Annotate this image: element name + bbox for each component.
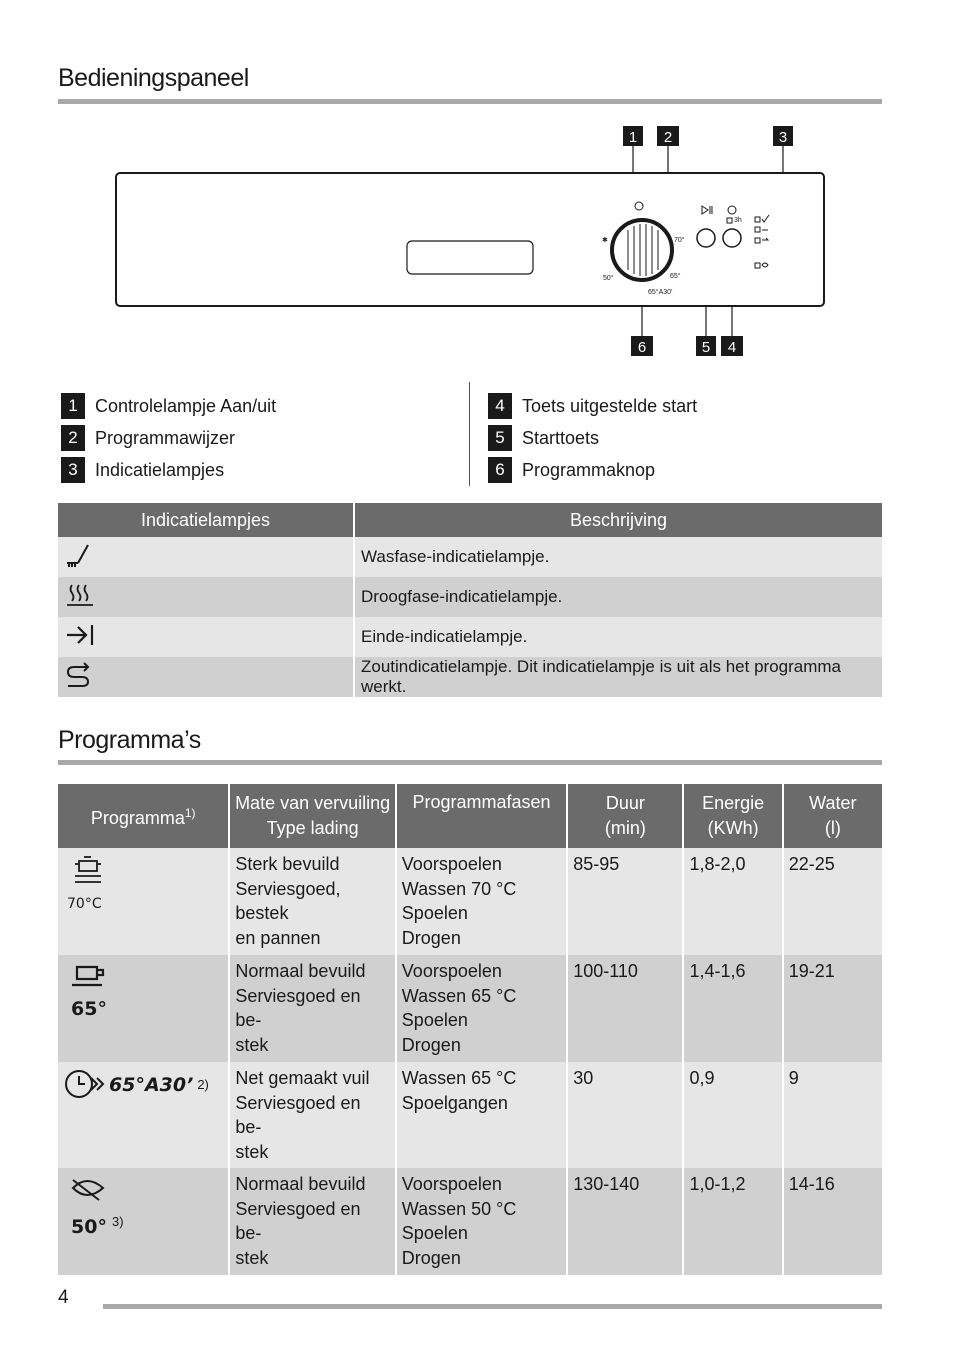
legend-number: 1 bbox=[61, 393, 85, 419]
energy-cell: 0,9 bbox=[684, 1062, 781, 1168]
table-header: Programmafasen bbox=[397, 784, 566, 848]
svg-text:5: 5 bbox=[701, 339, 711, 356]
svg-text:4: 4 bbox=[727, 339, 737, 356]
legend-right bbox=[488, 390, 697, 486]
table-row bbox=[58, 848, 882, 955]
program-temp: 50° bbox=[71, 1216, 107, 1238]
legend-label: Starttoets bbox=[522, 427, 600, 448]
phases-cell: Voorspoelen Wassen 70 °C Spoelen Drogen bbox=[397, 848, 566, 955]
intensive-pot-icon bbox=[71, 854, 105, 888]
water-cell: 22-25 bbox=[784, 848, 882, 955]
duration-cell: 30 bbox=[568, 1062, 682, 1168]
soil-cell: Net gemaakt vuil Serviesgoed en be- stek bbox=[230, 1062, 394, 1168]
phases-cell: Voorspoelen Wassen 50 °C Spoelen Drogen bbox=[397, 1168, 566, 1275]
table-row bbox=[58, 1062, 882, 1168]
indicator-table bbox=[56, 503, 884, 697]
legend-item bbox=[61, 454, 276, 486]
table-header: Mate van vervuiling Type lading bbox=[230, 784, 394, 848]
programs-table bbox=[56, 784, 884, 1275]
indicator-description: Zoutindicatielampje. Dit indicatielampje is uit als het programma werkt. bbox=[355, 657, 882, 697]
indicator-description: Einde-indicatielampje. bbox=[355, 617, 882, 657]
indicator-description: Droogfase-indicatielampje. bbox=[355, 577, 882, 617]
soil-cell: Normaal bevuild Serviesgoed en be- stek bbox=[230, 1168, 394, 1275]
water-cell: 19-21 bbox=[784, 955, 882, 1062]
table-header: Water (l) bbox=[784, 784, 882, 848]
callout-3 bbox=[773, 126, 793, 146]
indicator-description: Wasfase-indicatielampje. bbox=[355, 537, 882, 577]
energy-cell: 1,4-1,6 bbox=[684, 955, 781, 1062]
duration-cell: 100-110 bbox=[568, 955, 682, 1062]
footnote-marker: 3) bbox=[111, 1214, 124, 1229]
panel-body bbox=[116, 173, 824, 306]
table-row bbox=[58, 1168, 882, 1275]
water-cell: 9 bbox=[784, 1062, 882, 1168]
table-row bbox=[58, 955, 882, 1062]
table-row bbox=[58, 617, 882, 657]
program-temp: 65°A30’ bbox=[109, 1073, 194, 1096]
soil-cell: Normaal bevuild Serviesgoed en be- stek bbox=[230, 955, 394, 1062]
callout-6 bbox=[631, 336, 653, 356]
legend-item bbox=[488, 422, 697, 454]
legend-left bbox=[61, 390, 276, 486]
footer-rule bbox=[103, 1304, 882, 1309]
duration-cell: 85-95 bbox=[568, 848, 682, 955]
footnote-marker: 2) bbox=[197, 1076, 209, 1092]
legend-label: Controlelampje Aan/uit bbox=[95, 395, 277, 416]
legend-item bbox=[488, 390, 697, 422]
svg-text:6: 6 bbox=[637, 339, 647, 356]
table-row bbox=[58, 657, 882, 697]
dry-phase-icon bbox=[64, 581, 96, 609]
svg-text:1: 1 bbox=[628, 129, 638, 146]
soil-cell: Sterk bevuild Serviesgoed, bestek en pannen bbox=[230, 848, 394, 955]
energy-cell: 1,8-2,0 bbox=[684, 848, 781, 955]
table-header: Duur (min) bbox=[568, 784, 682, 848]
legend-number: 2 bbox=[61, 425, 85, 451]
quick-clock-icon bbox=[63, 1068, 109, 1102]
wash-phase-icon bbox=[64, 541, 92, 569]
legend-label: Programmaknop bbox=[522, 459, 656, 480]
legend-label: Toets uitgestelde start bbox=[522, 395, 698, 416]
salt-icon bbox=[64, 661, 94, 689]
callout-1 bbox=[623, 126, 643, 146]
legend-number: 3 bbox=[61, 457, 85, 483]
legend-label: Indicatielampjes bbox=[95, 459, 225, 480]
svg-text:3: 3 bbox=[778, 129, 788, 146]
delay-start-button[interactable] bbox=[723, 229, 741, 247]
section-title-control-panel: Bedieningspaneel bbox=[58, 64, 249, 92]
eco-leaf-icon bbox=[69, 1176, 109, 1204]
program-knob[interactable] bbox=[612, 220, 672, 280]
table-header: Indicatielampjes bbox=[58, 503, 353, 537]
table-row bbox=[58, 537, 882, 577]
callout-4 bbox=[721, 336, 743, 356]
energy-cell: 1,0-1,2 bbox=[684, 1168, 781, 1275]
phases-cell: Wassen 65 °C Spoelgangen bbox=[397, 1062, 566, 1168]
svg-text:70°: 70° bbox=[674, 237, 685, 244]
program-temp: 65° bbox=[71, 998, 107, 1020]
phases-cell: Voorspoelen Wassen 65 °C Spoelen Drogen bbox=[397, 955, 566, 1062]
svg-text:65°: 65° bbox=[670, 273, 681, 280]
svg-text:65°A30’: 65°A30’ bbox=[648, 289, 673, 296]
table-row bbox=[58, 577, 882, 617]
svg-text:2: 2 bbox=[663, 129, 673, 146]
legend-item bbox=[61, 390, 276, 422]
water-cell: 14-16 bbox=[784, 1168, 882, 1275]
legend-item bbox=[61, 422, 276, 454]
section-rule bbox=[58, 760, 882, 765]
legend-item bbox=[488, 454, 697, 486]
normal-cup-icon bbox=[69, 963, 109, 991]
end-icon bbox=[64, 621, 96, 649]
legend-divider bbox=[469, 382, 470, 486]
svg-text:50°: 50° bbox=[603, 275, 614, 282]
start-button[interactable] bbox=[697, 229, 715, 247]
callout-2 bbox=[657, 126, 679, 146]
program-temp: 70°C bbox=[67, 896, 102, 912]
page-number: 4 bbox=[58, 1287, 69, 1308]
section-title-programs: Programma’s bbox=[58, 726, 201, 754]
legend-label: Programmawijzer bbox=[95, 427, 236, 448]
section-rule bbox=[58, 99, 882, 104]
control-panel-diagram bbox=[0, 118, 954, 363]
table-header: Energie (KWh) bbox=[684, 784, 781, 848]
svg-text:✱: ✱ bbox=[602, 237, 608, 244]
callout-5 bbox=[696, 336, 716, 356]
display-window bbox=[407, 241, 533, 274]
legend-number: 6 bbox=[488, 457, 512, 483]
svg-text:3h: 3h bbox=[734, 217, 742, 224]
table-header: Beschrijving bbox=[355, 503, 882, 537]
legend-number: 4 bbox=[488, 393, 512, 419]
duration-cell: 130-140 bbox=[568, 1168, 682, 1275]
table-header: Programma$^{1)}$ bbox=[58, 784, 228, 848]
legend-number: 5 bbox=[488, 425, 512, 451]
